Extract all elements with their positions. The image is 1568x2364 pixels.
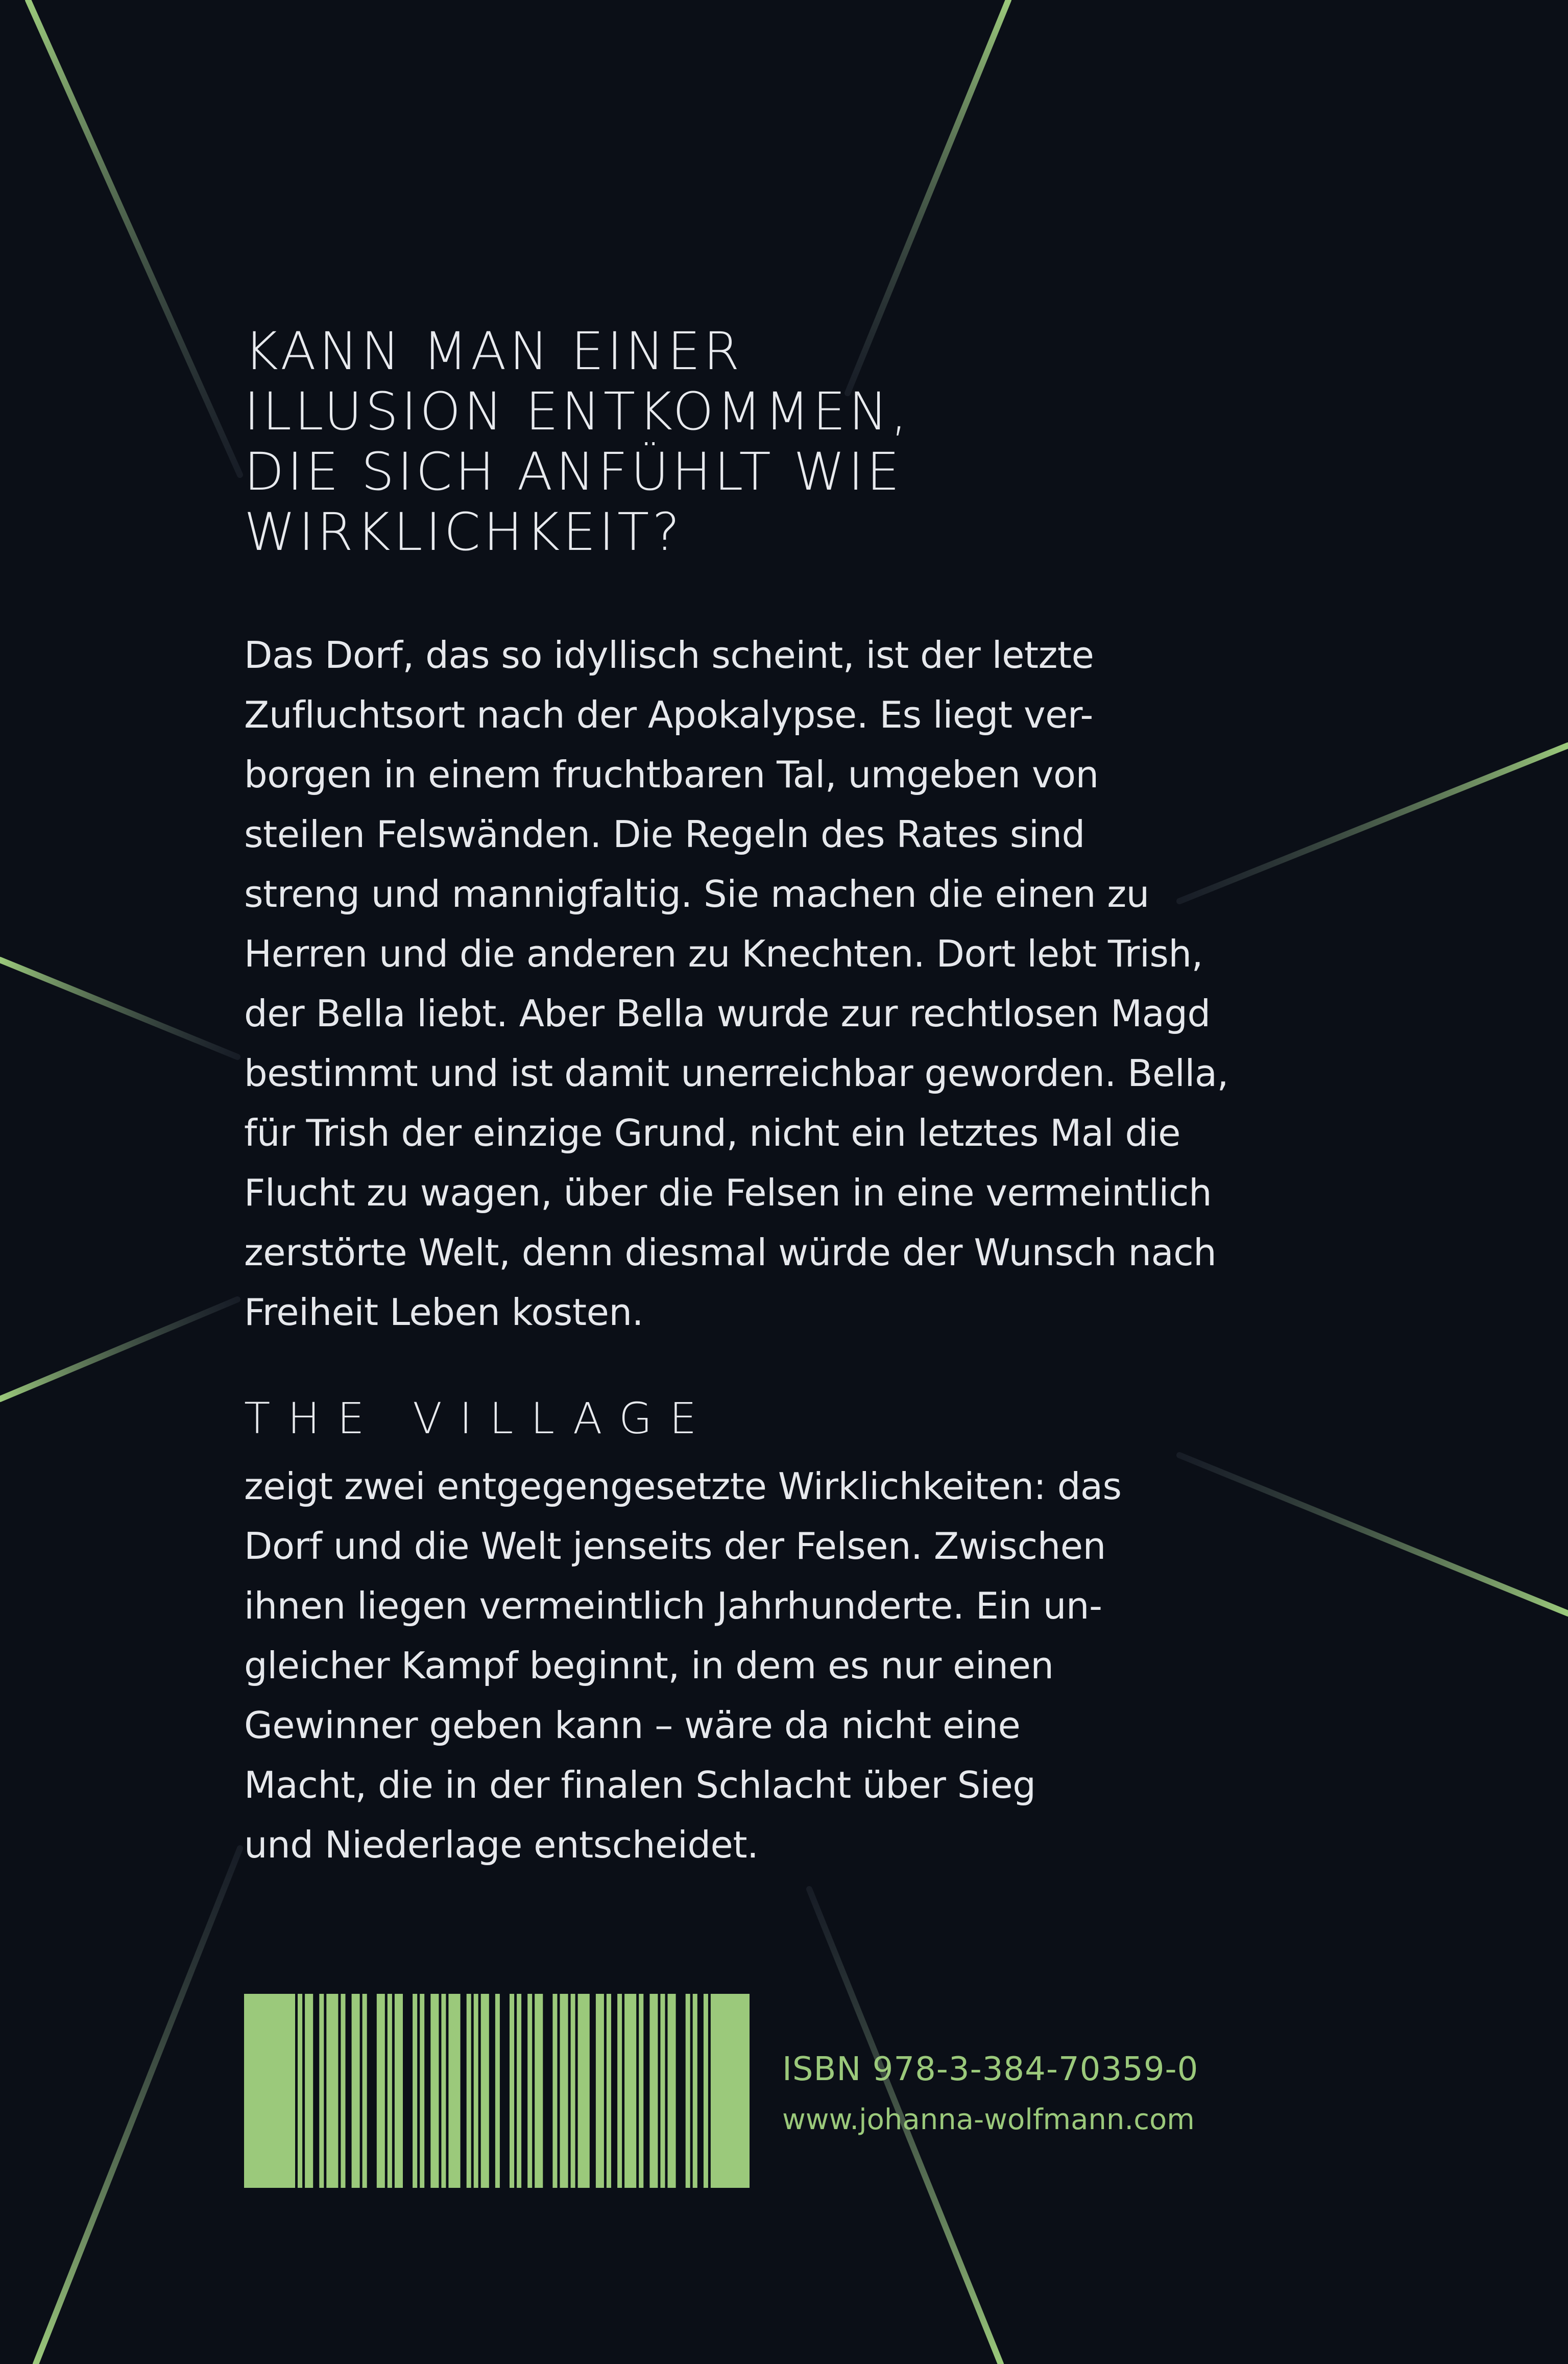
barcode-bar-4	[338, 1994, 341, 2188]
ray-bottom-left	[36, 1848, 240, 2364]
blurb-line: Gewinner geben kann – wäre da nicht eine	[244, 1704, 1021, 1747]
ray-right-upper	[1179, 745, 1568, 901]
ray-right-lower	[1179, 1455, 1568, 1613]
blurb-line: der Bella liebt. Aber Bella wurde zur rechtlosen Magd	[244, 992, 1211, 1035]
barcode-bar-25	[568, 1994, 571, 2188]
barcode-bar-0	[295, 1994, 298, 2188]
barcode-bar-22	[532, 1994, 535, 2188]
blurb-line: für Trish der einzige Grund, nicht ein letztes Mal die	[244, 1112, 1180, 1154]
barcode-bar-16	[471, 1994, 474, 2188]
barcode-bar-37	[697, 1994, 704, 2188]
barcode-bar-31	[636, 1994, 639, 2188]
barcode-bar-29	[611, 1994, 617, 2188]
barcode-bar-20	[514, 1994, 517, 2188]
book-title-wordmark: THE VILLAGE	[244, 1393, 714, 1443]
blurb-line: ihnen liegen vermeintlich Jahrhunderte. Ein un-	[244, 1584, 1102, 1627]
barcode-bar-17	[478, 1994, 481, 2188]
blurb-line: und Niederlage entscheidet.	[244, 1823, 759, 1866]
blurb-line: Herren und die anderen zu Knechten. Dort lebt Trish,	[244, 932, 1203, 975]
barcode-bar-14	[446, 1994, 448, 2188]
ray-top-left	[28, 0, 240, 475]
ray-left-upper	[0, 960, 237, 1057]
barcode-bar-19	[500, 1994, 510, 2188]
headline-line: WIRKLICHKEIT?	[244, 502, 683, 563]
barcode-bar-15	[461, 1994, 467, 2188]
ray-left-lower	[0, 1299, 237, 1399]
blurb-line: Macht, die in der finalen Schlacht über Sieg	[244, 1764, 1036, 1806]
blurb-line: Flucht zu wagen, über die Felsen in eine vermeintlich	[244, 1171, 1212, 1214]
headline-line: KANN MAN EINER	[244, 321, 743, 382]
barcode-bar-8	[385, 1994, 388, 2188]
barcode-bar-36	[690, 1994, 693, 2188]
barcode-bar-11	[417, 1994, 420, 2188]
blurb-line: streng und mannigfaltig. Sie machen die einen zu	[244, 873, 1149, 915]
barcode-bar-34	[665, 1994, 668, 2188]
headline-line: DIE SICH ANFÜHLT WIE	[244, 442, 903, 502]
barcode-bar-6	[360, 1994, 363, 2188]
barcode-bar-23	[543, 1994, 552, 2188]
barcode-bars	[244, 1994, 750, 2188]
barcode-bar-2	[313, 1994, 319, 2188]
barcode-bar-32	[643, 1994, 649, 2188]
website-link[interactable]: www.johanna-wolfmann.com	[782, 2103, 1195, 2136]
blurb-line: steilen Felswänden. Die Regeln des Rates sind	[244, 813, 1085, 856]
barcode-bar-27	[590, 1994, 596, 2188]
headline-question	[244, 322, 1214, 563]
barcode-bar-5	[346, 1994, 352, 2188]
blurb-paragraph-2	[244, 1457, 1232, 1875]
barcode-bar-18	[489, 1994, 495, 2188]
barcode-bar-21	[521, 1994, 527, 2188]
barcode-bar-9	[392, 1994, 395, 2188]
blurb-line: bestimmt und ist damit unerreichbar geworden. Bella,	[244, 1052, 1228, 1095]
blurb-line: zerstörte Welt, denn diesmal würde der Wunsch nach	[244, 1231, 1217, 1274]
blurb-line: Dorf und die Welt jenseits der Felsen. Zwischen	[244, 1525, 1106, 1567]
blurb-line: gleicher Kampf beginnt, in dem es nur einen	[244, 1644, 1054, 1687]
barcode-bar-13	[439, 1994, 441, 2188]
barcode-bar-1	[302, 1994, 305, 2188]
blurb-line: borgen in einem fruchtbaren Tal, umgeben von	[244, 753, 1099, 796]
blurb-line: Zufluchtsort nach der Apokalypse. Es liegt ver-	[244, 693, 1093, 736]
barcode-bar-38	[708, 1994, 711, 2188]
barcode-bar-30	[622, 1994, 624, 2188]
blurb-line: Freiheit Leben kosten.	[244, 1291, 643, 1334]
barcode-bar-35	[676, 1994, 686, 2188]
barcode-bar-12	[424, 1994, 430, 2188]
barcode-bar-10	[403, 1994, 413, 2188]
barcode-bar-7	[367, 1994, 377, 2188]
blurb-line: Das Dorf, das so idyllisch scheint, ist der letzte	[244, 634, 1094, 677]
barcode-bar-28	[604, 1994, 607, 2188]
isbn-number: ISBN 978-3-384-70359-0	[782, 2051, 1199, 2088]
isbn-barcode	[244, 1994, 750, 2188]
headline-line: ILLUSION ENTKOMMEN,	[244, 381, 910, 442]
blurb-line: zeigt zwei entgegengesetzte Wirklichkeiten: das	[244, 1465, 1122, 1508]
blurb-paragraph-1	[244, 625, 1232, 1342]
barcode-bar-33	[658, 1994, 660, 2188]
barcode-bar-3	[324, 1994, 326, 2188]
barcode-bar-24	[558, 1994, 560, 2188]
barcode-bar-26	[575, 1994, 578, 2188]
